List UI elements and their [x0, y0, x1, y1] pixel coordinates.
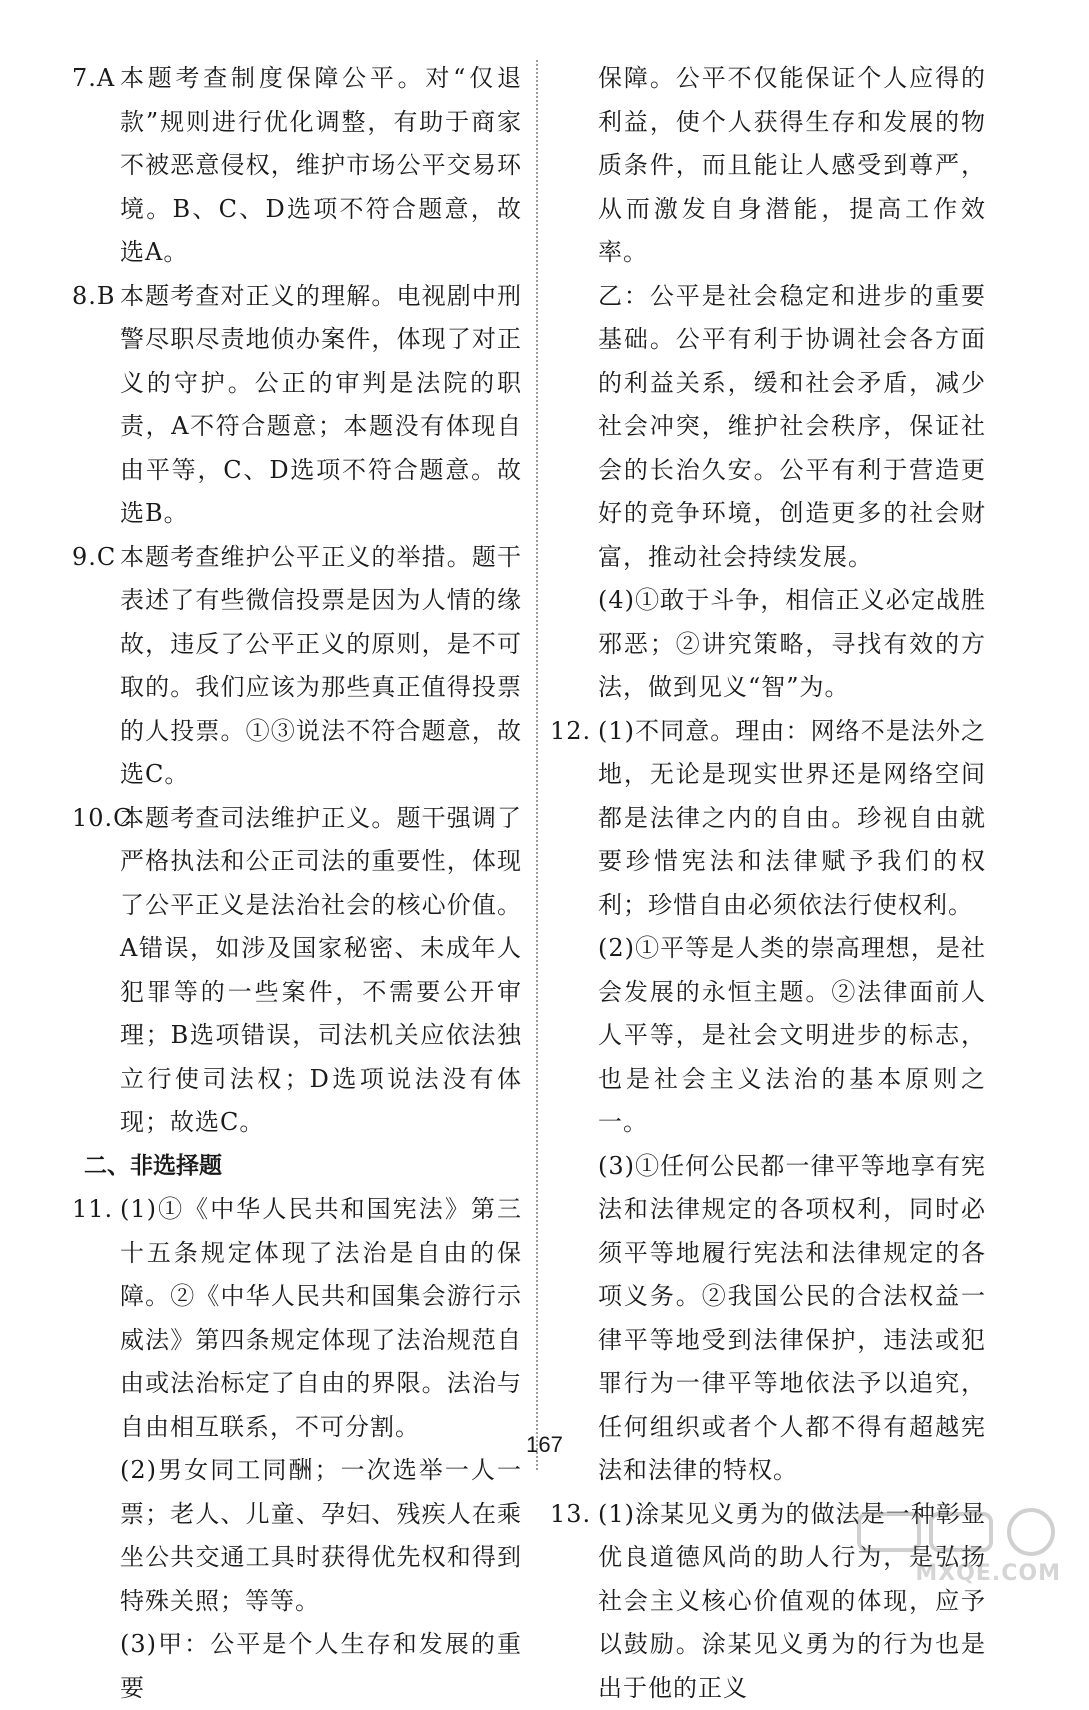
question-number: 7.A [72, 57, 115, 101]
answer-q7 [72, 57, 522, 275]
answer-q10 [72, 797, 522, 1145]
question-number: 12. [550, 710, 591, 754]
answer-text: 本题考查司法维护正义。题干强调了严格执法和公正司法的重要性，体现了公平正义是法治社会的核心价值。A错误，如涉及国家秘密、未成年人犯罪等的一些案件，不需要公开审理；B选项错误，司法机关应依法独立行使司法权；D选项说法没有体现；故选C。 [120, 804, 522, 1137]
question-number: 11. [72, 1188, 113, 1232]
column-divider [536, 60, 538, 1470]
question-number: 10.C [72, 797, 133, 841]
left-column [72, 57, 522, 1710]
answer-part-3: (3)甲：公平是个人生存和发展的重要 [120, 1623, 522, 1710]
answer-part-2: (2)①平等是人类的崇高理想，是社会发展的永恒主题。②法律面前人人平等，是社会文明进步的标志，也是社会主义法治的基本原则之一。 [598, 927, 986, 1145]
watermark-site: MXQE.COM [915, 1561, 1061, 1586]
page-number: 167 [0, 1432, 1089, 1458]
answer-part-1: (1)不同意。理由：网络不是法外之地，无论是现实世界还是网络空间都是法律之内的自由。珍视自由就要珍惜宪法和法律赋予我们的权利；珍惜自由必须依法行使权利。 [598, 710, 986, 928]
answer-q11-part-4: (4)①敢于斗争，相信正义必定战胜邪恶；②讲究策略，寻找有效的方法，做到见义“智”为。 [550, 579, 986, 710]
answer-q11-continued: 保障。公平不仅能保证个人应得的利益，使个人获得生存和发展的物质条件，而且能让人感受到尊严，从而激发自身潜能，提高工作效率。 [550, 57, 986, 275]
watermark-logo-icon [851, 1506, 1061, 1558]
question-number: 13. [550, 1493, 591, 1537]
answer-text: 本题考查维护公平正义的举措。题干表述了有些微信投票是因为人情的缘故，违反了公平正义的原则，是不可取的。我们应该为那些真正值得投票的人投票。①③说法不符合题意，故选C。 [120, 543, 522, 789]
section-title: 二、非选择题 [72, 1145, 522, 1189]
answer-part-2: (2)男女同工同酬；一次选举一人一票；老人、儿童、孕妇、残疾人在乘坐公共交通工具时获得优先权和得到特殊关照；等等。 [120, 1449, 522, 1623]
answer-q12 [550, 710, 986, 1493]
question-number: 8.B [72, 275, 116, 319]
question-number: 9.C [72, 536, 116, 580]
answer-q9 [72, 536, 522, 797]
answer-text: 本题考查制度保障公平。对“仅退款”规则进行优化调整，有助于商家不被恶意侵权，维护市场公平交易环境。B、C、D选项不符合题意，故选A。 [120, 64, 522, 266]
answer-text: 本题考查对正义的理解。电视剧中刑警尽职尽责地侦办案件，体现了对正义的守护。公正的审判是法院的职责，A不符合题意；本题没有体现自由平等，C、D选项不符合题意。故选B。 [120, 282, 522, 528]
answer-q11-yi: 乙：公平是社会稳定和进步的重要基础。公平有利于协调社会各方面的利益关系，缓和社会矛盾，减少社会冲突，维护社会秩序，保证社会的长治久安。公平有利于营造更好的竞争环境，创造更多的社会财富，推动社会持续发展。 [550, 275, 986, 580]
answer-part-3: (3)①任何公民都一律平等地享有宪法和法律规定的各项权利，同时必须平等地履行宪法和法律规定的各项义务。②我国公民的合法权益一律平等地受到法律保护，违法或犯罪行为一律平等地依法予以追究，任何组织或者个人都不得有超越宪法和法律的特权。 [598, 1145, 986, 1493]
answer-q8 [72, 275, 522, 536]
watermark-logo [851, 1506, 1061, 1586]
answer-part-1: (1)涂某见义勇为的做法是一种彰显优良道德风尚的助人行为，是弘扬社会主义核心价值观的体现，应予以鼓励。涂某见义勇为的行为也是出于他的正义 [598, 1493, 986, 1710]
right-column [550, 57, 986, 1710]
answer-part-1: (1)①《中华人民共和国宪法》第三十五条规定体现了法治是自由的保障。②《中华人民共和国集会游行示威法》第四条规定体现了法治规范自由或法治标定了自由的界限。法治与自由相互联系，不可分割。 [120, 1188, 522, 1449]
